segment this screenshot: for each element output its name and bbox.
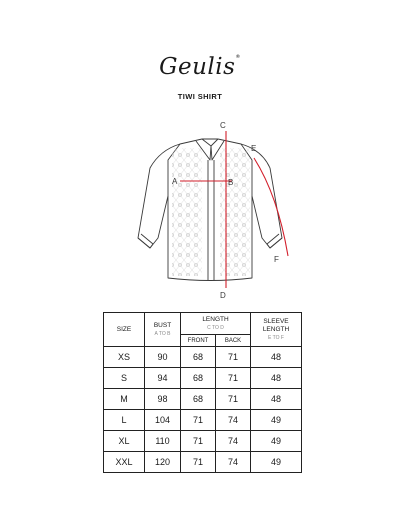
- header-length-sub: C TO D: [207, 324, 224, 331]
- cell-sleeve: 49: [251, 452, 302, 473]
- header-sleeve-label: SLEEVE: [263, 317, 289, 325]
- cell-back: 74: [216, 452, 251, 473]
- cell-size: XS: [104, 347, 145, 368]
- size-chart-table: [103, 312, 302, 473]
- cell-size: XL: [104, 431, 145, 452]
- table-row: [104, 347, 302, 368]
- cell-bust: 94: [145, 368, 181, 389]
- label-e: E: [251, 144, 257, 153]
- label-a: A: [172, 177, 178, 186]
- cell-size: L: [104, 410, 145, 431]
- header-length-label: LENGTH: [202, 315, 229, 323]
- table-row: [104, 389, 302, 410]
- header-size: SIZE: [104, 313, 145, 347]
- label-c: C: [220, 121, 226, 130]
- product-title: TIWI SHIRT: [177, 92, 223, 101]
- cell-back: 74: [216, 431, 251, 452]
- cell-bust: 104: [145, 410, 181, 431]
- registered-mark: ®: [235, 54, 241, 60]
- header-length: [181, 313, 251, 335]
- right-cuff: [267, 234, 282, 248]
- cell-size: S: [104, 368, 145, 389]
- header-front: FRONT: [181, 335, 216, 347]
- cell-front: 71: [181, 452, 216, 473]
- left-cuff: [138, 234, 153, 248]
- cell-size: M: [104, 389, 145, 410]
- shirt-outline: [138, 139, 282, 281]
- label-f: F: [274, 255, 279, 264]
- table-row: [104, 368, 302, 389]
- cell-back: 71: [216, 389, 251, 410]
- cell-front: 68: [181, 389, 216, 410]
- header-sleeve: [251, 313, 302, 347]
- label-b: B: [228, 178, 234, 187]
- header-bust-label: BUST: [153, 321, 172, 329]
- cell-bust: 90: [145, 347, 181, 368]
- cell-sleeve: 48: [251, 368, 302, 389]
- cell-sleeve: 49: [251, 431, 302, 452]
- cell-size: XXL: [104, 452, 145, 473]
- cell-bust: 110: [145, 431, 181, 452]
- lace-panel-left: [172, 148, 202, 276]
- cell-back: 74: [216, 410, 251, 431]
- header-sleeve-sub: E TO F: [268, 334, 284, 341]
- cell-front: 68: [181, 347, 216, 368]
- cell-bust: 98: [145, 389, 181, 410]
- header-sleeve-line2: LENGTH: [262, 325, 290, 333]
- header-back: BACK: [216, 335, 251, 347]
- size-rows: [104, 347, 302, 473]
- cell-sleeve: 48: [251, 389, 302, 410]
- header-bust-sub: A TO B: [154, 330, 171, 337]
- cell-sleeve: 49: [251, 410, 302, 431]
- cell-back: 71: [216, 347, 251, 368]
- table-row: [104, 452, 302, 473]
- table-row: [104, 431, 302, 452]
- cell-sleeve: 48: [251, 347, 302, 368]
- table-row: [104, 410, 302, 431]
- cell-bust: 120: [145, 452, 181, 473]
- logo-text: Geulis: [159, 54, 236, 80]
- cell-back: 71: [216, 368, 251, 389]
- label-d: D: [220, 291, 226, 300]
- cell-front: 71: [181, 410, 216, 431]
- lace-panel-right: [220, 148, 250, 276]
- cell-front: 71: [181, 431, 216, 452]
- cell-front: 68: [181, 368, 216, 389]
- header-bust: [145, 313, 181, 347]
